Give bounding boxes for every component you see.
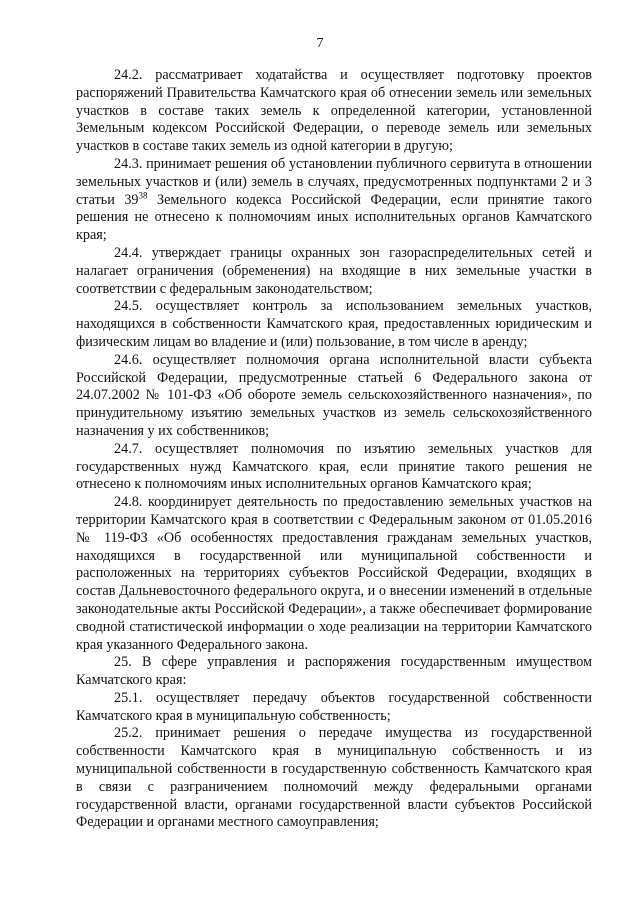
paragraph-24-2: 24.2. рассматривает ходатайства и осуществляет подготовку проектов распоряжений Правительства Камчатского края об отнесении земель или земельных участков в составе таких земель к определенной категории, установленной Земельным кодексом Российской Федерации, о переводе земель или земельных участков в составе таких земель из одной категории в другую; xyxy=(76,67,592,155)
paragraph-24-8: 24.8. координирует деятельность по предоставлению земельных участков на территории Камчатского края в соответствии с Федеральным законом от 01.05.2016 № 119-ФЗ «Об особенностях предоставления гражданам земельных участков, находящихся в государственной или муниципальной собственности и расположенных на территориях субъектов Российской Федерации, входящих в состав Дальневосточного федерального округа, и о внесении изменений в отдельные законодательные акты Российской Федерации», а также обеспечивает формирование сводной статистической информации о ходе реализации на территории Камчатского края указанного Федерального закона. xyxy=(76,494,592,653)
paragraph-25-1: 25.1. осуществляет передачу объектов государственной собственности Камчатского края в муниципальную собственность; xyxy=(76,689,592,724)
paragraph-24-4: 24.4. утверждает границы охранных зон газораспределительных сетей и налагает ограничения (обременения) на входящие в них земельные участки в соответствии с федеральным законодательством; xyxy=(76,244,592,297)
paragraph-24-5: 24.5. осуществляет контроль за использованием земельных участков, находящихся в собственности Камчатского края, предоставленных юридическим и физическим лицам во владение и (или) пользование, в том числе в аренду; xyxy=(76,298,592,350)
paragraph-24-7: 24.7. осуществляет полномочия по изъятию земельных участков для государственных нужд Камчатского края, если принятие такого решения не отнесено к полномочиям иных исполнительных органов Камчатского края; xyxy=(76,440,592,493)
article-superscript: 38 xyxy=(138,189,148,200)
paragraph-24-6: 24.6. осуществляет полномочия органа исполнительной власти субъекта Российской Федерации, предусмотренные статьей 6 Федерального закона от 24.07.2002 № 101-ФЗ «Об обороте земель сельскохозяйственного назначения», по принудительному изъятию земельных участков из земель сельскохозяйственного назначения у их собственников; xyxy=(76,351,592,439)
document-body xyxy=(76,67,592,832)
paragraph-25: 25. В сфере управления и распоряжения государственным имуществом Камчатского края: xyxy=(76,654,592,689)
page-number: 7 xyxy=(316,36,324,51)
paragraph-24-3 xyxy=(76,156,592,245)
paragraph-24-3-text-end: Земельного кодекса Российской Федерации, если принятие такого решения не отнесено к полномочиям иных исполнительных органов Камчатского края; xyxy=(76,191,592,244)
paragraph-25-2: 25.2. принимает решения о передаче имущества из государственной собственности Камчатского края в муниципальную собственность и из муниципальной собственности в государственную собственность Камчатского края в связи с разграничением полномочий между федеральными органами государственной власти, органами государственной власти субъектов Российской Федерации и органами местного самоуправления; xyxy=(76,725,592,831)
paragraph-24-3-text-start: 24.3. принимает решения об установлении публичного сервитута в отношении земельных участков и (или) земель в случаях, предусмотренных подпунктами 2 и 3 статьи 39 xyxy=(76,155,592,208)
